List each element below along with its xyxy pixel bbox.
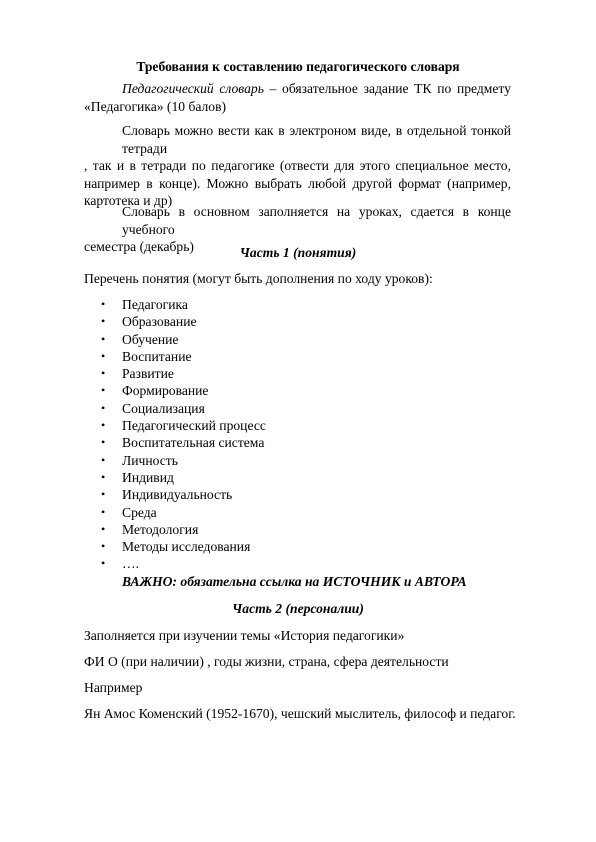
- bullet-icon: •: [101, 504, 106, 519]
- document-title: Требования к составлению педагогического словаря: [136, 59, 460, 74]
- list-item: [101, 400, 266, 417]
- list-item-text: Индивид: [122, 469, 174, 485]
- part2-line-4: Ян Амос Коменский (1952-1670), чешский мыслитель, философ и педагог.: [84, 706, 516, 721]
- bullet-icon: •: [101, 487, 106, 502]
- bullet-icon: •: [101, 418, 106, 433]
- bullet-icon: •: [101, 539, 106, 554]
- list-item-text: Образование: [122, 314, 197, 330]
- list-item-text: Методология: [122, 521, 199, 537]
- part2-line-1: Заполняется при изучении темы «История педагогики»: [84, 628, 405, 643]
- bullet-icon: •: [101, 435, 106, 450]
- list-item: [101, 331, 266, 348]
- list-item-text: Воспитательная система: [122, 435, 265, 451]
- list-item: [101, 348, 266, 365]
- bullet-icon: •: [101, 400, 106, 415]
- format-paragraph: [84, 122, 511, 210]
- list-item-text: Развитие: [122, 366, 174, 382]
- list-item: [101, 521, 266, 538]
- list-item: [101, 469, 266, 486]
- bullet-icon: •: [101, 331, 106, 346]
- bullet-icon: •: [101, 314, 106, 329]
- bullet-icon: •: [101, 452, 106, 467]
- list-item: [101, 504, 266, 521]
- format-line-4: картотека и др): [84, 193, 173, 208]
- list-item: [101, 417, 266, 434]
- deadline-line-2: семестра (декабрь): [84, 239, 194, 254]
- list-item-text: ….: [122, 556, 139, 572]
- bullet-icon: •: [101, 366, 106, 381]
- bullet-icon: •: [101, 383, 106, 398]
- intro-paragraph: [84, 80, 511, 115]
- format-line-3: например в конце). Можно выбрать любой другой формат (например,: [84, 175, 511, 191]
- list-item-text: Педагогический процесс: [122, 418, 266, 434]
- bullet-icon: •: [101, 556, 106, 571]
- deadline-line-1: Словарь в основном заполняется на уроках, сдается в конце учебного: [122, 204, 511, 237]
- list-item-text: Методы исследования: [122, 539, 251, 555]
- bullet-icon: •: [101, 297, 106, 311]
- list-item: [101, 486, 266, 503]
- list-item-text: Педагогика: [122, 297, 188, 312]
- intro-line-2: «Педагогика» (10 балов): [84, 98, 227, 114]
- part2-line-2: ФИ О (при наличии) , годы жизни, страна, сфера деятельности: [84, 654, 449, 669]
- intro-line-1-rest: – обязательное задание ТК по предмету: [263, 81, 511, 96]
- format-line-2: , так и в тетради по педагогике (отвести для этого специальное место,: [84, 158, 511, 173]
- concepts-list: [101, 296, 266, 573]
- intro-line-1: [84, 80, 511, 98]
- format-line-1: Словарь можно вести как в электроном виде, в отдельной тонкой тетради: [122, 123, 511, 156]
- dictionary-term: Педагогический словарь: [122, 81, 264, 96]
- important-note: ВАЖНО: обязательна ссылка на ИСТОЧНИК и АВТОРА: [122, 574, 467, 589]
- part1-intro: Перечень понятия (могут быть дополнения по ходу уроков):: [84, 271, 433, 286]
- list-item-text: Формирование: [122, 383, 209, 399]
- part2-heading: Часть 2 (персоналии): [232, 601, 364, 616]
- bullet-icon: •: [101, 348, 106, 363]
- list-item: [101, 452, 266, 469]
- list-item: [101, 382, 266, 399]
- list-item: [101, 555, 266, 572]
- part1-heading: Часть 1 (понятия): [239, 245, 357, 260]
- part2-line-3: Например: [84, 680, 143, 695]
- list-item: [101, 538, 266, 555]
- list-item: [101, 296, 266, 313]
- list-item-text: Личность: [122, 452, 178, 468]
- list-item-text: Индивидуальность: [122, 487, 233, 503]
- list-item-text: Социализация: [122, 400, 205, 416]
- list-item: [101, 365, 266, 382]
- list-item-text: Среда: [122, 504, 157, 520]
- bullet-icon: •: [101, 469, 106, 484]
- list-item: [101, 313, 266, 330]
- list-item-text: Воспитание: [122, 348, 192, 364]
- bullet-icon: •: [101, 521, 106, 536]
- list-item-text: Обучение: [122, 331, 179, 347]
- list-item: [101, 434, 266, 451]
